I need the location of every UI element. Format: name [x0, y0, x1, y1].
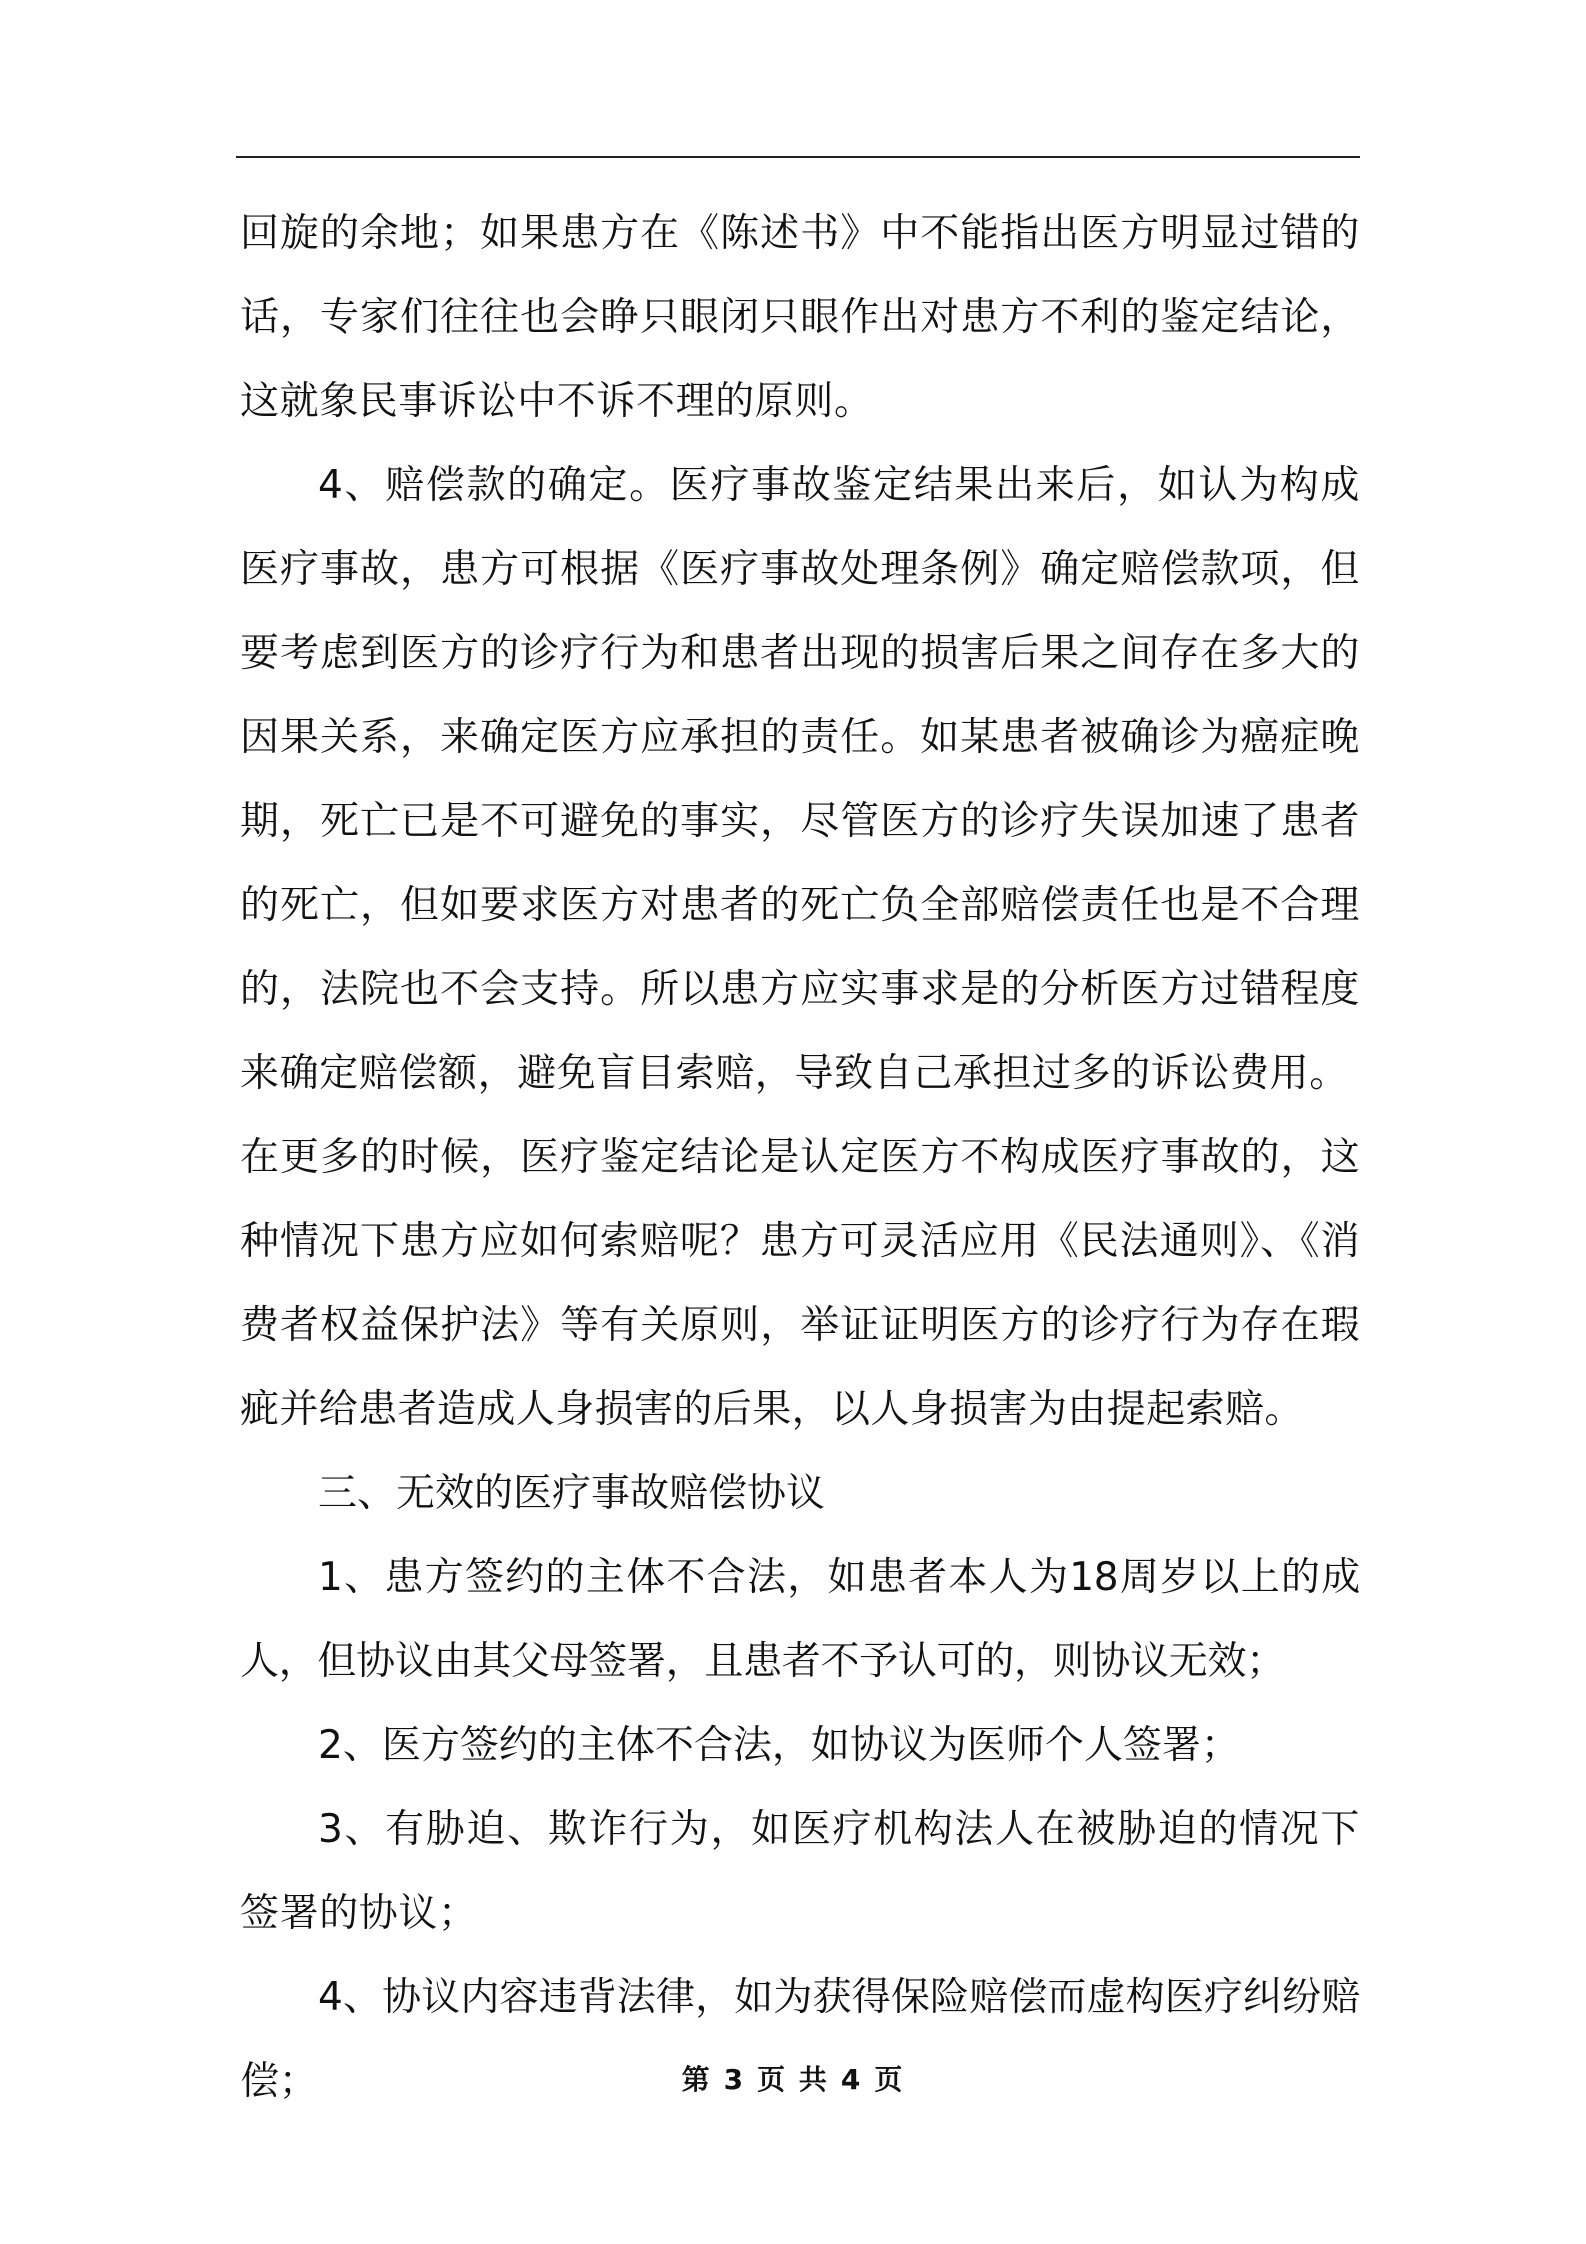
- footer-total-pages: 4: [840, 2063, 863, 2096]
- list-item-coercion-fraud: 3、有胁迫、欺诈行为，如医疗机构法人在被胁迫的情况下签署的协议；: [240, 1807, 1360, 1936]
- paragraph-continuation: 回旋的余地；如果患方在《陈述书》中不能指出医方明显过错的话，专家们往往也会睁只眼闭只眼作出对患方不利的鉴定结论，这就象民事诉讼中不诉不理的原则。: [240, 211, 1360, 424]
- footer-prefix: 第: [681, 2063, 712, 2096]
- paragraph-non-accident-claims: 在更多的时候，医疗鉴定结论是认定医方不构成医疗事故的，这种情况下患方应如何索赔呢？患方可灵活应用《民法通则》、《消费者权益保护法》等有关原则，举证证明医方的诊疗行为存在瑕疵并给患者造成人身损害的后果，以人身损害为由提起索赔。: [240, 1135, 1360, 1432]
- footer-suffix: 页: [874, 2063, 905, 2096]
- page-number-footer: [0, 2058, 1586, 2098]
- document-body: [240, 192, 1360, 2124]
- paragraph-compensation-amount: 4、赔偿款的确定。医疗事故鉴定结果出来后，如认为构成医疗事故，患方可根据《医疗事故处理条例》确定赔偿款项，但要考虑到医方的诊疗行为和患者出现的损害后果之间存在多大的因果关系，来确定医方应承担的责任。如某患者被确诊为癌症晚期，死亡已是不可避免的事实，尽管医方的诊疗失误加速了患者的死亡，但如要求医方对患者的死亡负全部赔偿责任也是不合理的，法院也不会支持。所以患方应实事求是的分析医方过错程度来确定赔偿额，避免盲目索赔，导致自己承担过多的诉讼费用。: [240, 463, 1360, 1096]
- list-item-illegal-content: 4、协议内容违背法律，如为获得保险赔偿而虚构医疗纠纷赔偿；: [240, 1975, 1360, 2104]
- footer-middle: 页 共: [757, 2063, 829, 2096]
- list-item-medical-party: 2、医方签约的主体不合法，如协议为医师个人签署；: [318, 1723, 1240, 1768]
- list-item-patient-party: 1、患方签约的主体不合法，如患者本人为18周岁以上的成人，但协议由其父母签署，且患者不予认可的，则协议无效；: [240, 1555, 1360, 1684]
- header-rule: [236, 156, 1360, 158]
- footer-current-page: 3: [723, 2063, 746, 2096]
- section-heading-invalid-agreements: 三、无效的医疗事故赔偿协议: [318, 1471, 826, 1516]
